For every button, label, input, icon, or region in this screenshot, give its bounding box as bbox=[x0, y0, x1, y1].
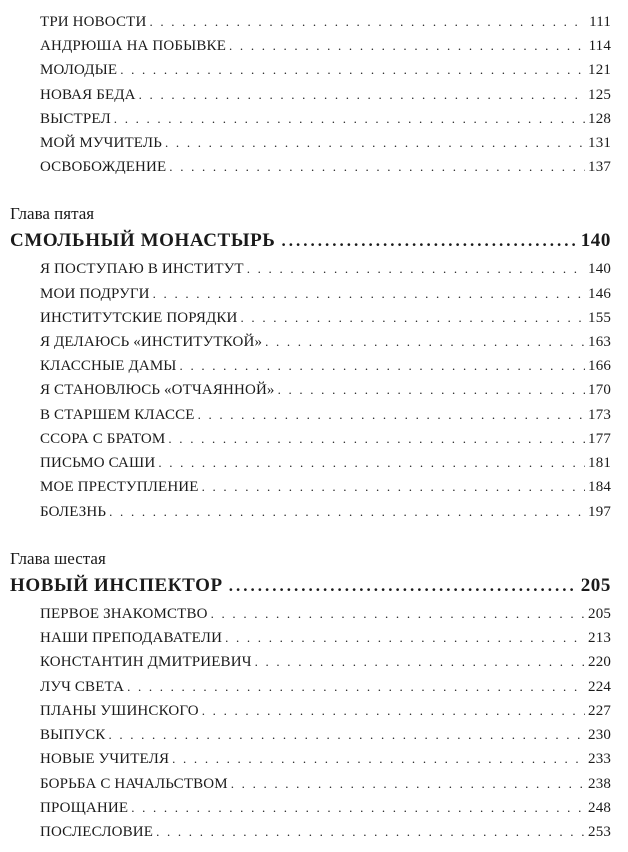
dot-leader bbox=[265, 330, 585, 354]
dot-leader bbox=[114, 107, 585, 131]
toc-entry-page: 173 bbox=[588, 407, 611, 423]
dot-leader bbox=[120, 58, 585, 82]
toc-entry-title: НОВЫЕ УЧИТЕЛЯ bbox=[40, 751, 170, 767]
toc-entry-title: ПЛАНЫ УШИНСКОГО bbox=[40, 703, 199, 719]
toc-entry-title: Я ДЕЛАЮСЬ «ИНСТИТУТКОЙ» bbox=[40, 334, 263, 350]
toc-entry-title: НАШИ ПРЕПОДАВАТЕЛИ bbox=[40, 630, 223, 646]
toc-entry bbox=[40, 650, 611, 674]
toc-entry bbox=[40, 83, 611, 107]
toc-entry bbox=[40, 747, 611, 771]
toc-entry-title: ВЫСТРЕЛ bbox=[40, 111, 111, 127]
toc-entry-page: 140 bbox=[588, 261, 611, 277]
dot-leader bbox=[202, 475, 585, 499]
toc-entry-page: 253 bbox=[588, 824, 611, 840]
toc-entry-title: ЛУЧ СВЕТА bbox=[40, 679, 125, 695]
chapter-page: 205 bbox=[580, 575, 611, 596]
toc-entry bbox=[40, 475, 611, 499]
dot-leader bbox=[127, 675, 585, 699]
toc-entry bbox=[40, 675, 611, 699]
toc-entry bbox=[40, 772, 611, 796]
toc-entry-page: 197 bbox=[588, 504, 611, 520]
toc-entry-title: ТРИ НОВОСТИ bbox=[40, 14, 147, 30]
toc-entry-title: МОЕ ПРЕСТУПЛЕНИЕ bbox=[40, 479, 199, 495]
toc-entry-page: 238 bbox=[588, 776, 611, 792]
toc-entry-page: 170 bbox=[588, 382, 611, 398]
toc-entry-page: 111 bbox=[589, 14, 611, 30]
toc-entry-page: 128 bbox=[588, 111, 611, 127]
dot-leader bbox=[198, 403, 585, 427]
toc-entry bbox=[40, 107, 611, 131]
dot-leader bbox=[108, 723, 585, 747]
dot-leader bbox=[202, 699, 585, 723]
dot-leader bbox=[255, 650, 585, 674]
chapter-title bbox=[10, 228, 611, 254]
toc-entry-page: 184 bbox=[588, 479, 611, 495]
chapter-title-text: СМОЛЬНЫЙ МОНАСТЫРЬ bbox=[10, 230, 276, 251]
toc-entry-title: ССОРА С БРАТОМ bbox=[40, 431, 166, 447]
dot-leader bbox=[281, 228, 574, 254]
toc-entry bbox=[40, 820, 611, 844]
toc-entry-title: МОЛОДЫЕ bbox=[40, 62, 118, 78]
toc-entry bbox=[40, 500, 611, 524]
toc-entry-page: 114 bbox=[588, 38, 611, 54]
toc-entry bbox=[40, 282, 611, 306]
toc-entry-title: ОСВОБОЖДЕНИЕ bbox=[40, 159, 167, 175]
toc-entry-title: НОВАЯ БЕДА bbox=[40, 87, 136, 103]
toc-entry bbox=[40, 626, 611, 650]
toc-entry-page: 177 bbox=[588, 431, 611, 447]
toc-entry-page: 227 bbox=[588, 703, 611, 719]
toc-entry bbox=[40, 378, 611, 402]
toc-entry-page: 166 bbox=[588, 358, 611, 374]
toc-entry bbox=[40, 10, 611, 34]
toc-entry-page: 213 bbox=[588, 630, 611, 646]
toc-entry bbox=[40, 427, 611, 451]
toc-entry-page: 205 bbox=[588, 606, 611, 622]
toc-entry-page: 131 bbox=[588, 135, 611, 151]
toc-entry bbox=[40, 306, 611, 330]
dot-leader bbox=[169, 155, 585, 179]
dot-leader bbox=[231, 772, 585, 796]
toc-entry-title: МОИ ПОДРУГИ bbox=[40, 286, 150, 302]
toc-entry-title: ВЫПУСК bbox=[40, 727, 106, 743]
dot-leader bbox=[139, 83, 585, 107]
toc-entry bbox=[40, 155, 611, 179]
toc-entry-page: 163 bbox=[588, 334, 611, 350]
dot-leader bbox=[172, 747, 585, 771]
toc-entry-title: КОНСТАНТИН ДМИТРИЕВИЧ bbox=[40, 654, 252, 670]
toc-entry bbox=[40, 403, 611, 427]
toc-entry-title: БОЛЕЗНЬ bbox=[40, 504, 107, 520]
chapter-label: Глава шестая bbox=[10, 549, 106, 568]
toc-entry-page: 230 bbox=[588, 727, 611, 743]
toc-entry bbox=[40, 330, 611, 354]
dot-leader bbox=[229, 34, 586, 58]
toc-entry-title: В СТАРШЕМ КЛАССЕ bbox=[40, 407, 195, 423]
dot-leader bbox=[153, 282, 585, 306]
chapter-label: Глава пятая bbox=[10, 204, 95, 223]
dot-leader bbox=[211, 602, 585, 626]
toc-entry-page: 155 bbox=[588, 310, 611, 326]
toc-entry-title: БОРЬБА С НАЧАЛЬСТВОМ bbox=[40, 776, 228, 792]
chapter-title-text: НОВЫЙ ИНСПЕКТОР bbox=[10, 575, 223, 596]
toc-entry bbox=[40, 131, 611, 155]
dot-leader bbox=[158, 451, 585, 475]
dot-leader bbox=[278, 378, 585, 402]
toc-entry bbox=[40, 699, 611, 723]
toc-entry-page: 121 bbox=[588, 62, 611, 78]
toc-entry-title: ПОСЛЕСЛОВИЕ bbox=[40, 824, 154, 840]
toc-entry bbox=[40, 723, 611, 747]
toc-entry-title: ПРОЩАНИЕ bbox=[40, 800, 129, 816]
toc-entry-title: АНДРЮША НА ПОБЫВКЕ bbox=[40, 38, 227, 54]
toc-entry bbox=[40, 354, 611, 378]
toc-entry-page: 248 bbox=[588, 800, 611, 816]
toc-entry-title: МОЙ МУЧИТЕЛЬ bbox=[40, 135, 163, 151]
toc-entry bbox=[40, 602, 611, 626]
dot-leader bbox=[180, 354, 586, 378]
toc-entry-title: ИНСТИТУТСКИЕ ПОРЯДКИ bbox=[40, 310, 238, 326]
toc-entry-page: 220 bbox=[588, 654, 611, 670]
dot-leader bbox=[241, 306, 586, 330]
toc-entry-page: 137 bbox=[588, 159, 611, 175]
dot-leader bbox=[149, 10, 586, 34]
toc-entry-page: 233 bbox=[588, 751, 611, 767]
chapter-title bbox=[10, 573, 611, 599]
dot-leader bbox=[225, 626, 585, 650]
toc-entry bbox=[40, 34, 611, 58]
dot-leader bbox=[168, 427, 585, 451]
toc-entry bbox=[40, 451, 611, 475]
toc-entry bbox=[40, 796, 611, 820]
dot-leader bbox=[247, 257, 585, 281]
toc-entry-title: ПЕРВОЕ ЗНАКОМСТВО bbox=[40, 606, 208, 622]
toc-entry-title: Я ПОСТУПАЮ В ИНСТИТУТ bbox=[40, 261, 244, 277]
dot-leader bbox=[131, 796, 585, 820]
dot-leader bbox=[109, 500, 585, 524]
toc-entry-title: КЛАССНЫЕ ДАМЫ bbox=[40, 358, 177, 374]
dot-leader bbox=[165, 131, 585, 155]
dot-leader bbox=[156, 820, 585, 844]
toc-entry-page: 181 bbox=[588, 455, 611, 471]
toc-entry-title: Я СТАНОВЛЮСЬ «ОТЧАЯННОЙ» bbox=[40, 382, 275, 398]
toc-entry-title: ПИСЬМО САШИ bbox=[40, 455, 156, 471]
dot-leader bbox=[229, 573, 575, 599]
toc-entry-page: 125 bbox=[588, 87, 611, 103]
chapter-page: 140 bbox=[580, 230, 611, 251]
toc-entry bbox=[40, 257, 611, 281]
toc-entry bbox=[40, 58, 611, 82]
toc-entry-page: 146 bbox=[588, 286, 611, 302]
toc-entry-page: 224 bbox=[588, 679, 611, 695]
